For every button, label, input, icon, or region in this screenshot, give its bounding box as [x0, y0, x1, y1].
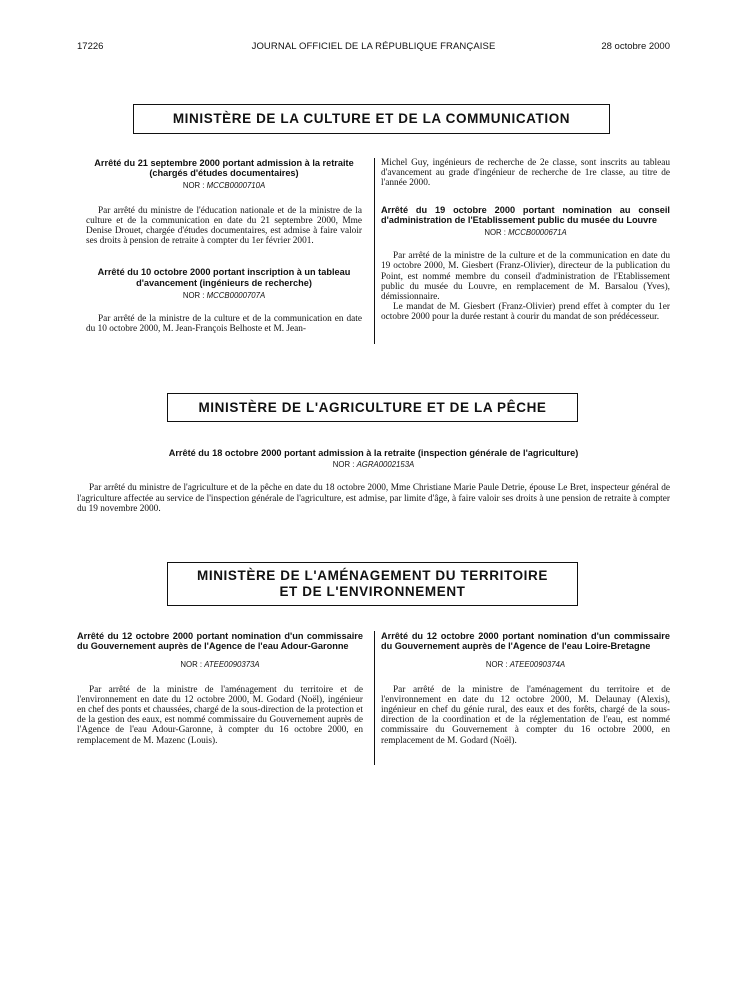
article-body: Par arrêté de la ministre de l'aménagement du territoire et de l'environnement en date du 12 octobre 2000, M. Godard (Noël), ingénieur en chef des ponts et chaussées, chargé de la sous-direction de la protection et de la gestion des eaux, est nommé commissaire du Gouvernement auprès de l'Agence de l'eau Adour-Garonne, à compter du 16 octobre 2000, en remplacement de M. Mazenc (Louis).	[77, 684, 363, 746]
section-heading-text: MINISTÈRE DE LA CULTURE ET DE LA COMMUNICATION	[172, 111, 571, 126]
article-body: Par arrêté de la ministre de la culture et de la communication en date du 10 octobre 2000, M. Jean-François Belhoste et M. Jean-	[86, 314, 362, 335]
column-right-environment	[381, 631, 670, 746]
column-divider	[374, 158, 375, 344]
section-heading-culture	[133, 104, 610, 134]
nor-code: MCCB0000671A	[508, 228, 567, 238]
nor-reference	[381, 660, 670, 670]
nor-code: AGRA0002153A	[356, 460, 415, 470]
section-heading-environment	[167, 562, 578, 606]
column-right-culture	[381, 158, 670, 323]
section-heading-text: MINISTÈRE DE L'AGRICULTURE ET DE LA PÊCHE	[198, 399, 547, 415]
nor-label: NOR :	[182, 290, 205, 300]
article-body: Le mandat de M. Giesbert (Franz-Olivier) prend effet à compter du 1er octobre 2000 pour la durée restant à courir du mandat de son prédécesseur.	[381, 302, 670, 323]
page-header	[77, 41, 670, 55]
article-body: Par arrêté de la ministre de la culture et de la communication en date du 19 octobre 2000, M. Giesbert (Franz-Olivier), directeur de la publication du Point, est nommé membre du conseil d'administration de l'Etablissement public du musée du Louvre, en remplacement de M. Barsalou (Yves), démissionnaire.	[381, 251, 670, 303]
article-title: Arrêté du 12 octobre 2000 portant nomination d'un commissaire du Gouvernement auprès de l'Agence de l'eau Adour-Garonne	[77, 631, 363, 652]
section-heading-line: ET DE L'ENVIRONNEMENT	[279, 584, 466, 599]
article-title: Arrêté du 19 octobre 2000 portant nomination au conseil d'administration de l'Etablissement public du musée du Louvre	[381, 204, 670, 225]
column-divider	[374, 631, 375, 765]
column-left-culture	[86, 158, 362, 334]
nor-label: NOR :	[484, 228, 506, 238]
nor-label: NOR :	[485, 660, 508, 670]
nor-reference	[381, 228, 670, 238]
nor-code: ATEE0090373A	[204, 660, 260, 670]
column-left-environment	[77, 631, 363, 746]
article-agriculture	[77, 448, 670, 514]
issue-date: 28 octobre 2000	[601, 41, 670, 52]
nor-label: NOR :	[182, 181, 205, 191]
nor-reference	[77, 660, 363, 670]
nor-label: NOR :	[332, 460, 355, 470]
nor-code: ATEE0090374A	[509, 660, 566, 670]
nor-label: NOR :	[180, 660, 203, 670]
nor-reference	[86, 181, 362, 191]
page-number: 17226	[77, 41, 104, 52]
article-body: Par arrêté du ministre de l'agriculture et de la pêche en date du 18 octobre 2000, Mme Christiane Marie Paule Detrie, épouse Le Bret, inspecteur général de l'agriculture affectée au service de l'inspection générale de l'agriculture, est admise, par limite d'âge, à faire valoir ses droits à une pension de retraite à compter du 19 novembre 2000.	[77, 483, 670, 514]
article-body-continued: Michel Guy, ingénieurs de recherche de 2e classe, sont inscrits au tableau d'avancement au grade d'ingénieur de recherche de 1re classe, au titre de l'année 2000.	[381, 158, 670, 189]
article-body: Par arrêté du ministre de l'éducation nationale et de la ministre de la culture et de la communication en date du 21 septembre 2000, Mme Denise Drouet, chargée d'études documentaires, est admise à faire valoir ses droits à pension de retraite à compter du 1er février 2001.	[86, 205, 362, 247]
nor-reference	[77, 460, 670, 470]
nor-code: MCCB0000707A	[206, 290, 266, 300]
article-title: Arrêté du 18 octobre 2000 portant admission à la retraite (inspection générale de l'agriculture)	[168, 448, 579, 458]
nor-reference	[86, 291, 362, 301]
section-heading-agriculture	[167, 393, 578, 422]
journal-title: JOURNAL OFFICIEL DE LA RÉPUBLIQUE FRANÇAISE	[251, 41, 496, 52]
section-heading-line: MINISTÈRE DE L'AMÉNAGEMENT DU TERRITOIRE	[197, 568, 548, 583]
article-body: Par arrêté de la ministre de l'aménagement du territoire et de l'environnement en date du 12 octobre 2000, M. Delaunay (Alexis), ingénieur en chef du génie rural, des eaux et des forêts, chargé de la sous-direction de la coordination et de la réglementation de l'eau, est nommé commissaire du Gouvernement à compter du 16 octobre 2000, en remplacement de M. Godard (Noël).	[381, 684, 670, 746]
nor-code: MCCB0000710A	[206, 181, 266, 191]
article-title: Arrêté du 12 octobre 2000 portant nomination d'un commissaire du Gouvernement auprès de l'Agence de l'eau Loire-Bretagne	[381, 631, 670, 652]
article-title: Arrêté du 21 septembre 2000 portant admission à la retraite (chargés d'études documentaires)	[94, 158, 354, 179]
article-title: Arrêté du 10 octobre 2000 portant inscription à un tableau d'avancement (ingénieurs de recherche)	[97, 267, 351, 288]
